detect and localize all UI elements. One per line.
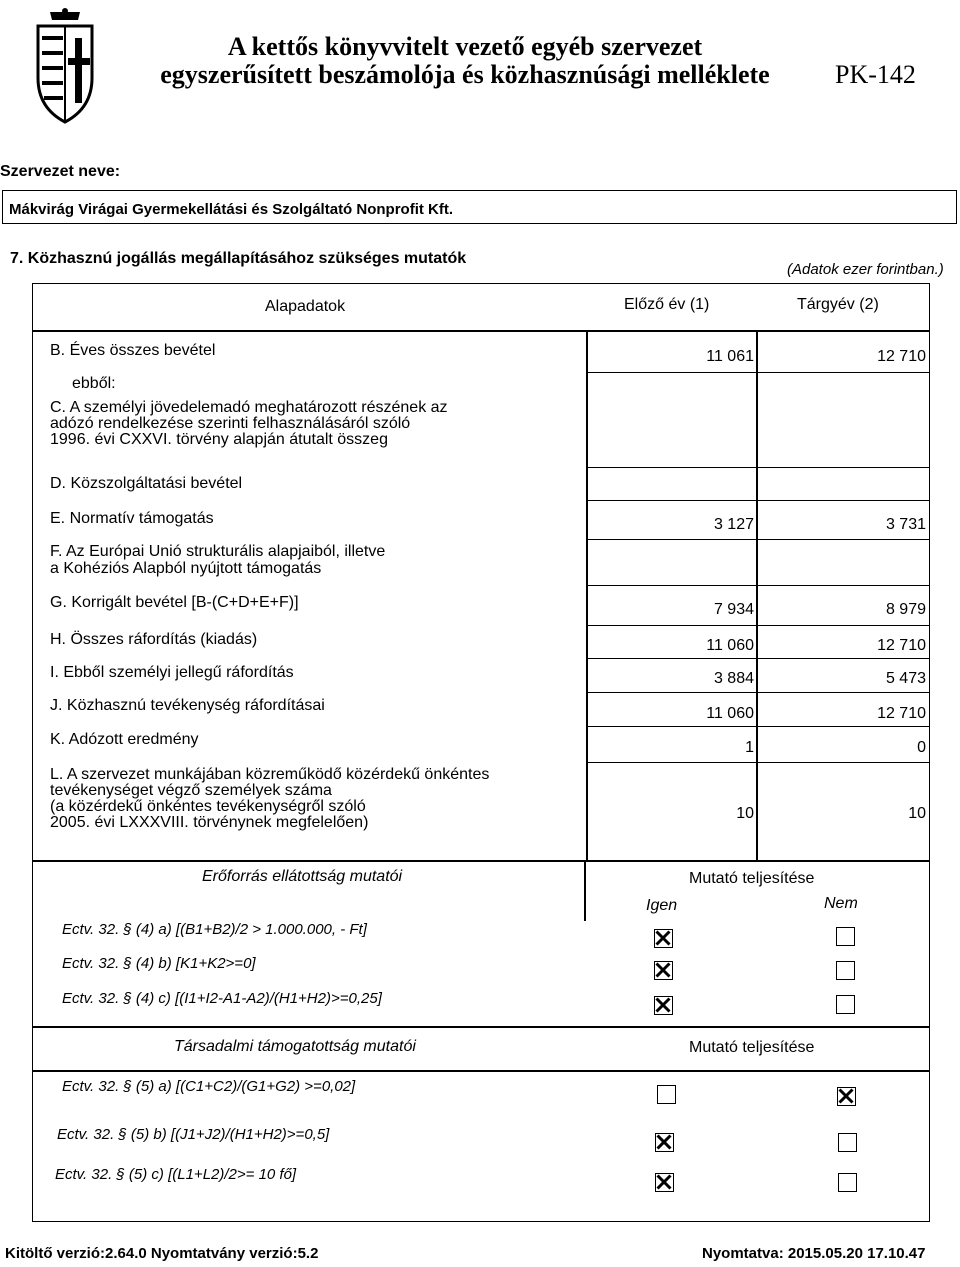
footer-printed: Nyomtatva: 2015.05.20 17.10.47	[702, 1245, 926, 1262]
page-title-line1: A kettős könyvvitelt vezető egyéb szervezet	[227, 32, 703, 61]
resource-row-a-no-checkbox[interactable]	[836, 927, 855, 946]
col-header-basic: Alapadatok	[265, 298, 346, 315]
social-row-a-no-checkbox[interactable]	[837, 1087, 856, 1106]
org-name-field	[2, 190, 957, 224]
row-l-label: L. A szervezet munkájában közreműködő közérdekű önkéntes tevékenységet végző személyek száma (a közérdekű önkéntes tevékenységről szóló 2005. évi LXXXVIII. törvénynek megfelelően)	[50, 766, 490, 831]
resource-row-b-label: Ectv. 32. § (4) b) [K1+K2>=0]	[62, 955, 256, 972]
row-d-label: D. Közszolgáltatási bevétel	[50, 475, 243, 492]
row-h-label: H. Összes ráfordítás (kiadás)	[50, 631, 258, 648]
resource-row-c-no-checkbox[interactable]	[836, 995, 855, 1014]
check-x-icon	[655, 997, 671, 1013]
row-ebbol-label: ebből:	[72, 375, 116, 392]
social-row-c-no-checkbox[interactable]	[838, 1173, 857, 1192]
resource-row-b-yes-checkbox[interactable]	[654, 961, 673, 980]
unit-note: (Adatok ezer forintban.)	[787, 261, 944, 278]
social-row-c-yes-checkbox[interactable]	[655, 1173, 674, 1192]
social-row-b-label: Ectv. 32. § (5) b) [(J1+J2)/(H1+H2)>=0,5]	[57, 1126, 330, 1143]
row-g-label: G. Korrigált bevétel [B-(C+D+E+F)]	[50, 594, 299, 611]
row-k-label: K. Adózott eredmény	[50, 731, 199, 748]
row-g-curr: 8 979	[885, 601, 926, 618]
row-i-label: I. Ebből személyi jellegű ráfordítás	[50, 664, 294, 681]
org-name-value: Mákvirág Virágai Gyermekellátási és Szolgáltató Nonprofit Kft.	[9, 201, 454, 218]
row-k-prev: 1	[745, 739, 754, 756]
row-e-curr: 3 731	[885, 516, 926, 533]
coat-of-arms-icon	[30, 8, 100, 126]
row-k-curr: 0	[917, 739, 926, 756]
col-header-curr: Tárgyév (2)	[797, 296, 879, 313]
row-b-prev: 11 061	[706, 348, 754, 365]
social-row-b-no-checkbox[interactable]	[838, 1133, 857, 1152]
row-e-prev: 3 127	[713, 516, 754, 533]
resource-title: Erőforrás ellátottság mutatói	[202, 868, 403, 885]
check-x-icon	[656, 1174, 672, 1190]
row-b-curr: 12 710	[877, 348, 926, 365]
row-i-prev: 3 884	[713, 670, 754, 687]
social-title: Társadalmi támogatottság mutatói	[174, 1038, 416, 1055]
resource-no-header: Nem	[824, 895, 858, 912]
row-h-prev: 11 060	[706, 637, 754, 654]
resource-yes-header: Igen	[646, 897, 678, 914]
resource-row-b-no-checkbox[interactable]	[836, 961, 855, 980]
resource-row-a-label: Ectv. 32. § (4) a) [(B1+B2)/2 > 1.000.000, - Ft]	[62, 921, 367, 938]
row-h-curr: 12 710	[877, 637, 926, 654]
form-code: PK-142	[835, 60, 916, 89]
row-l-prev: 10	[736, 805, 754, 822]
section-title: 7. Közhasznú jogállás megállapításához szükséges mutatók	[10, 250, 467, 267]
resource-row-a-yes-checkbox[interactable]	[654, 929, 673, 948]
social-result-title: Mutató teljesítése	[689, 1039, 815, 1056]
row-l-curr: 10	[908, 805, 926, 822]
row-j-prev: 11 060	[706, 705, 754, 722]
page-title-line2: egyszerűsített beszámolója és közhasznúsági melléklete	[160, 60, 770, 89]
resource-row-c-label: Ectv. 32. § (4) c) [(I1+I2-A1-A2)/(H1+H2)>=0,25]	[62, 990, 382, 1007]
row-j-curr: 12 710	[877, 705, 926, 722]
row-f-label: F. Az Európai Unió strukturális alapjaiból, illetve a Kohéziós Alapból nyújtott támogatás	[50, 543, 386, 577]
check-x-icon	[655, 962, 671, 978]
org-name-label: Szervezet neve:	[0, 163, 121, 180]
check-x-icon	[655, 930, 671, 946]
row-e-label: E. Normatív támogatás	[50, 510, 214, 527]
social-row-a-label: Ectv. 32. § (5) a) [(C1+C2)/(G1+G2) >=0,02]	[62, 1078, 356, 1095]
row-i-curr: 5 473	[885, 670, 926, 687]
check-x-icon	[656, 1134, 672, 1150]
resource-row-c-yes-checkbox[interactable]	[654, 996, 673, 1015]
row-j-label: J. Közhasznú tevékenység ráfordításai	[50, 697, 325, 714]
resource-result-title: Mutató teljesítése	[689, 870, 815, 887]
row-c-label: C. A személyi jövedelemadó meghatározott részének az adózó rendelkezése szerinti felhasználásáról szóló 1996. évi CXXVI. törvény alapján átutalt összeg	[50, 399, 448, 448]
row-g-prev: 7 934	[713, 601, 754, 618]
check-x-icon	[838, 1088, 854, 1104]
social-row-b-yes-checkbox[interactable]	[655, 1133, 674, 1152]
social-row-c-label: Ectv. 32. § (5) c) [(L1+L2)/2>= 10 fő]	[55, 1166, 297, 1183]
col-header-prev: Előző év (1)	[624, 296, 710, 313]
footer-version: Kitöltő verzió:2.64.0 Nyomtatvány verzió:5.2	[5, 1245, 319, 1262]
social-row-a-yes-checkbox[interactable]	[657, 1085, 676, 1104]
row-b-label: B. Éves összes bevétel	[50, 342, 216, 359]
